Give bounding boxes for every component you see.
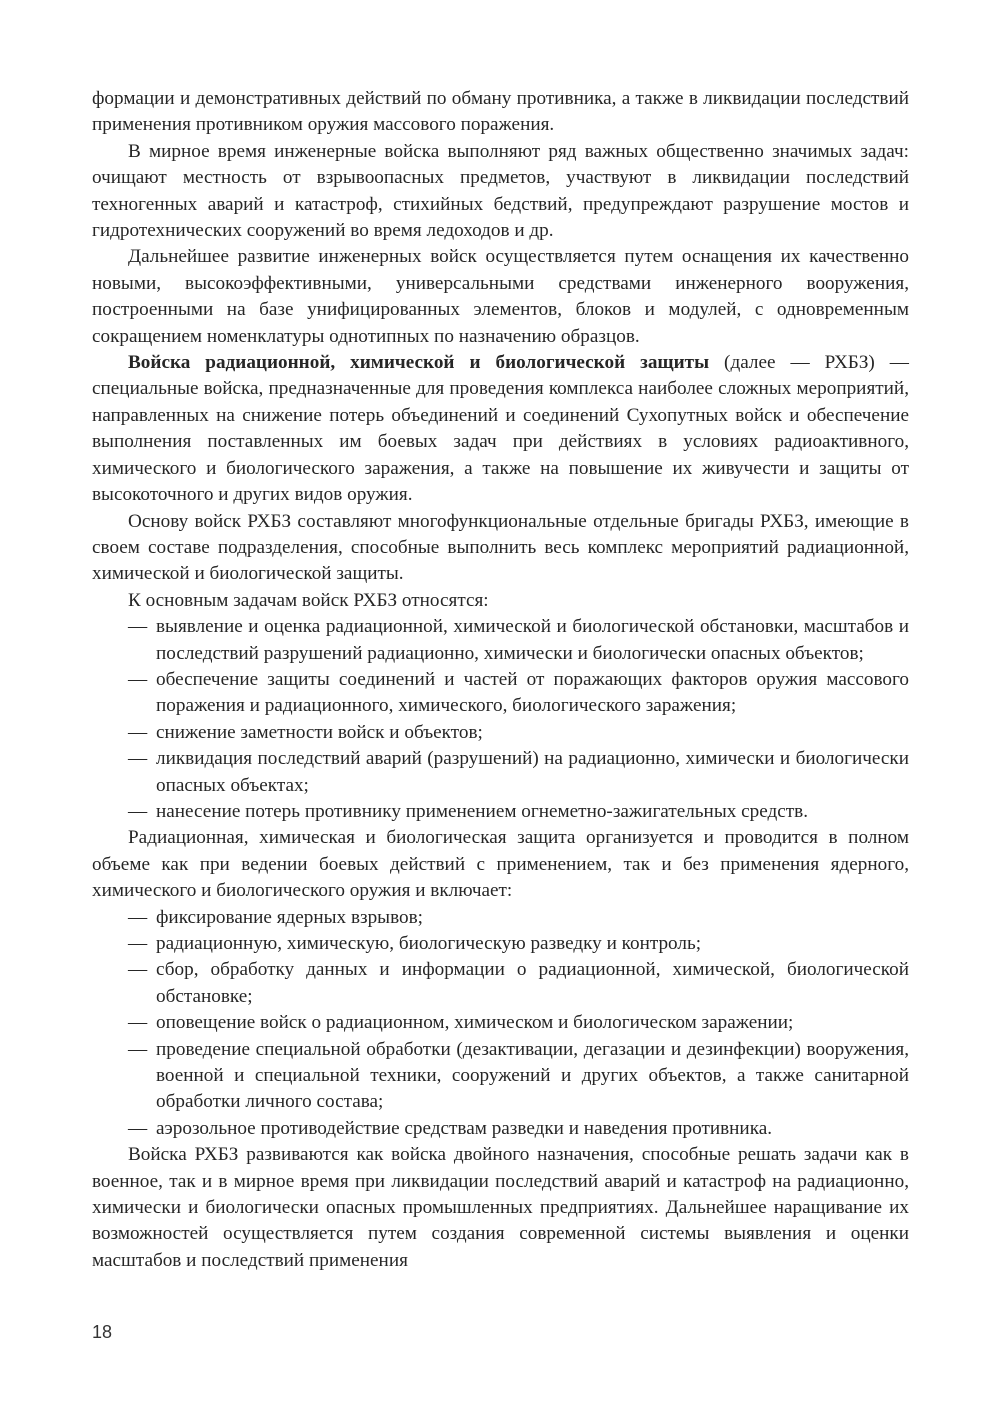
paragraph-engineer-peacetime: В мирное время инженерные войска выполняют ряд важных общественно значимых задач: очищают местность от взрывоопасных предметов, участвуют в ликвидации последствий техногенных аварий и катастроф, стихийных бедствий, предупреждают разрушение мостов и гидротехнических сооружений во время ледоходов и др. bbox=[92, 140, 909, 242]
dash-marker: — bbox=[128, 1038, 148, 1060]
list-item-text: ликвидация последствий аварий (разрушений) на радиационно, химически и биологически опасных объектах; bbox=[156, 748, 909, 796]
paragraph-dual-purpose: Войска РХБЗ развиваются как войска двойного назначения, способные решать задачи как в военное, так и в мирное время при ликвидации последствий аварий и катастроф на радиационно, химически и биологически опасных промышленных предприятиях. Дальнейшее наращивание их возможностей осуществляется путем создания современной системы выявления и оценки масштабов и последствий применения bbox=[92, 1144, 909, 1271]
body-text bbox=[92, 86, 909, 1274]
list-item-text: снижение заметности войск и объектов; bbox=[156, 721, 483, 743]
list-item-text: выявление и оценка радиационной, химической и биологической обстановки, масштабов и последствий разрушений радиационно, химически и биологически опасных объектов; bbox=[156, 616, 909, 664]
list-item-text: радиационную, химическую, биологическую разведку и контроль; bbox=[156, 933, 702, 954]
dash-marker: — bbox=[128, 668, 148, 690]
list-item bbox=[92, 667, 909, 720]
dash-marker: — bbox=[128, 800, 148, 822]
list-item-text: сбор, обработку данных и информации о радиационной, химической, биологической обстановке; bbox=[156, 959, 909, 1007]
list-item bbox=[92, 720, 909, 746]
dash-marker: — bbox=[128, 906, 148, 928]
dash-marker: — bbox=[128, 933, 148, 954]
dash-marker: — bbox=[128, 1012, 148, 1034]
list-item bbox=[92, 1010, 909, 1036]
dash-marker: — bbox=[128, 748, 148, 770]
list-item-text: нанесение потерь противнику применением огнеметно-зажигательных средств. bbox=[156, 800, 808, 822]
paragraph-engineer-development: Дальнейшее развитие инженерных войск осуществляется путем оснащения их качественно новыми, высокоэффективными, универсальными средствами инженерного вооружения, построенными на базе унифицированных элементов, блоков и модулей, с одновременным сокращением номенклатуры однотипных по назначению образцов. bbox=[92, 246, 909, 347]
list-item-text: обеспечение защиты соединений и частей от поражающих факторов оружия массового поражения и радиационного, химического, биологического заражения; bbox=[156, 668, 909, 717]
paragraph-protection-intro: Радиационная, химическая и биологическая защита организуется и проводится в полном объеме как при ведении боевых действий с применением, так и без применения ядерного, химического и биологического оружия и включает: bbox=[92, 827, 909, 902]
list-item bbox=[92, 1037, 909, 1116]
list-item bbox=[92, 746, 909, 799]
list-item bbox=[92, 957, 909, 1010]
dash-marker: — bbox=[128, 1117, 148, 1139]
list-item-text: оповещение войск о радиационном, химическом и биологическом заражении; bbox=[156, 1012, 794, 1034]
definition-text: (далее — РХБЗ) — специальные войска, предназначенные для проведения комплекса наиболее сложных мероприятий, направленных на снижение потерь объединений и соединений Сухопутных войск и обеспечение выполнения поставленных им боевых задач при действиях в условиях радиоактивного, химического и биологического заражения, а также на повышение их живучести и защиты от высокоточного и других видов оружия. bbox=[92, 352, 909, 506]
list-item bbox=[92, 931, 909, 957]
paragraph-continuation: формации и демонстративных действий по обману противника, а также в ликвидации последствий применения противником оружия массового поражения. bbox=[92, 88, 909, 136]
list-item-text: проведение специальной обработки (дезактивации, дегазации и дезинфекции) вооружения, военной и специальной техники, сооружений и других объектов, а также санитарной обработки личного состава; bbox=[156, 1038, 909, 1113]
paragraph-rkhbz-definition bbox=[92, 350, 909, 508]
term-rkhbz: Войска радиационной, химической и биологической защиты bbox=[128, 352, 710, 374]
list-item bbox=[92, 799, 909, 825]
dash-marker: — bbox=[128, 721, 148, 743]
list-item-text: аэрозольное противодействие средствам разведки и наведения противника. bbox=[156, 1117, 773, 1139]
dash-marker: — bbox=[128, 959, 148, 981]
protection-list bbox=[92, 905, 909, 1143]
page-number: 18 bbox=[92, 1322, 113, 1342]
paragraph-rkhbz-basis: Основу войск РХБЗ составляют многофункциональные отдельные бригады РХБЗ, имеющие в своем составе подразделения, способные выполнить весь комплекс мероприятий радиационной, химической и биологической защиты. bbox=[92, 510, 909, 585]
list-item-text: фиксирование ядерных взрывов; bbox=[156, 906, 423, 928]
list-item bbox=[92, 905, 909, 931]
list-item bbox=[92, 614, 909, 667]
tasks-list bbox=[92, 614, 909, 825]
dash-marker: — bbox=[128, 616, 148, 638]
list-item bbox=[92, 1116, 909, 1142]
paragraph-tasks-intro: К основным задачам войск РХБЗ относятся: bbox=[128, 589, 489, 611]
